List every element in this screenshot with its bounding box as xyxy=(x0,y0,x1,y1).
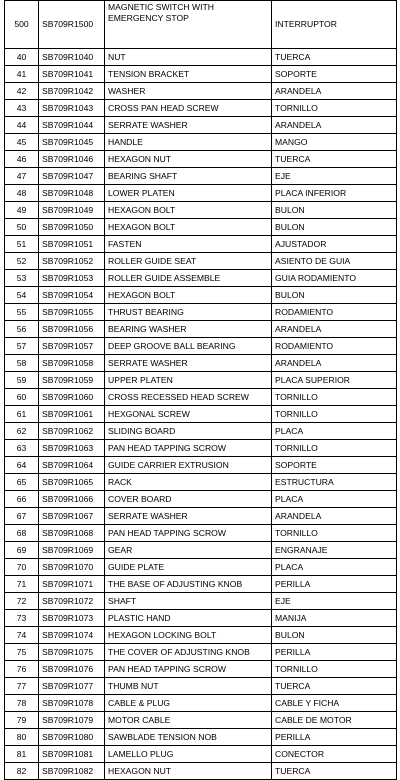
part-spanish-cell: TUERCA xyxy=(272,49,397,66)
part-spanish-cell: ESTRUCTURA xyxy=(272,474,397,491)
part-number-cell: 53 xyxy=(5,270,39,287)
part-code-cell: SB709R1068 xyxy=(39,525,105,542)
part-description-cell: GUIDE CARRIER EXTRUSION xyxy=(105,457,272,474)
part-code-cell: SB709R1056 xyxy=(39,321,105,338)
table-row xyxy=(5,83,397,100)
table-row xyxy=(5,389,397,406)
part-number-cell: 81 xyxy=(5,746,39,763)
part-number-cell: 80 xyxy=(5,729,39,746)
part-spanish-cell: PLACA SUPERIOR xyxy=(272,372,397,389)
table-row xyxy=(5,661,397,678)
part-number-cell: 62 xyxy=(5,423,39,440)
part-spanish-cell: TORNILLO xyxy=(272,661,397,678)
part-description-cell: GEAR xyxy=(105,542,272,559)
part-spanish-cell: BULON xyxy=(272,202,397,219)
table-row xyxy=(5,712,397,729)
part-description-cell: SERRATE WASHER xyxy=(105,508,272,525)
part-spanish-cell: ARANDELA xyxy=(272,321,397,338)
part-spanish-cell: RODAMIENTO xyxy=(272,304,397,321)
table-row xyxy=(5,66,397,83)
part-code-cell: SB709R1048 xyxy=(39,185,105,202)
part-number-cell: 43 xyxy=(5,100,39,117)
part-code-cell: SB709R1057 xyxy=(39,338,105,355)
part-number-cell: 75 xyxy=(5,644,39,661)
table-row xyxy=(5,593,397,610)
part-spanish-cell: PERILLA xyxy=(272,576,397,593)
part-number-cell: 74 xyxy=(5,627,39,644)
part-spanish-cell: ASIENTO DE GUIA xyxy=(272,253,397,270)
table-row xyxy=(5,423,397,440)
table-row xyxy=(5,100,397,117)
table-row xyxy=(5,185,397,202)
part-number-cell: 65 xyxy=(5,474,39,491)
part-spanish-cell: BULON xyxy=(272,219,397,236)
part-code-cell: SB709R1042 xyxy=(39,83,105,100)
table-row xyxy=(5,406,397,423)
table-row xyxy=(5,440,397,457)
part-number-cell: 63 xyxy=(5,440,39,457)
part-number-cell: 79 xyxy=(5,712,39,729)
table-row xyxy=(5,644,397,661)
table-row xyxy=(5,49,397,66)
part-description-cell: HEXGONAL SCREW xyxy=(105,406,272,423)
part-description-cell: RACK xyxy=(105,474,272,491)
part-number-cell: 47 xyxy=(5,168,39,185)
part-code-cell: SB709R1051 xyxy=(39,236,105,253)
part-description-cell: PAN HEAD TAPPING SCROW xyxy=(105,440,272,457)
part-spanish-cell: TORNILLO xyxy=(272,525,397,542)
part-description-cell: TENSION BRACKET xyxy=(105,66,272,83)
table-row xyxy=(5,678,397,695)
table-row xyxy=(5,151,397,168)
part-code-cell: SB709R1069 xyxy=(39,542,105,559)
part-number-cell: 49 xyxy=(5,202,39,219)
part-spanish-cell: PERILLA xyxy=(272,644,397,661)
part-description-cell: GUIDE PLATE xyxy=(105,559,272,576)
part-spanish-cell: EJE xyxy=(272,593,397,610)
part-number-cell: 51 xyxy=(5,236,39,253)
part-description-cell: LOWER PLATEN xyxy=(105,185,272,202)
part-code-cell: SB709R1054 xyxy=(39,287,105,304)
part-number-cell: 56 xyxy=(5,321,39,338)
table-row xyxy=(5,304,397,321)
part-description-cell: BEARING SHAFT xyxy=(105,168,272,185)
part-spanish-cell: MANGO xyxy=(272,134,397,151)
table-row xyxy=(5,508,397,525)
part-number-cell: 60 xyxy=(5,389,39,406)
part-description-cell: SERRATE WASHER xyxy=(105,117,272,134)
part-spanish-cell: SOPORTE xyxy=(272,457,397,474)
part-code-cell: SB709R1075 xyxy=(39,644,105,661)
part-code-cell: SB709R1060 xyxy=(39,389,105,406)
part-number-cell: 71 xyxy=(5,576,39,593)
part-description-cell: SLIDING BOARD xyxy=(105,423,272,440)
part-description-cell: NUT xyxy=(105,49,272,66)
part-number-cell: 78 xyxy=(5,695,39,712)
part-code-cell: SB709R1052 xyxy=(39,253,105,270)
table-row xyxy=(5,202,397,219)
part-number-cell: 59 xyxy=(5,372,39,389)
table-row xyxy=(5,559,397,576)
table-row xyxy=(5,525,397,542)
part-spanish-cell: PERILLA xyxy=(272,729,397,746)
part-spanish-cell: TUERCA xyxy=(272,678,397,695)
part-description-cell: CABLE & PLUG xyxy=(105,695,272,712)
part-code-cell: SB709R1071 xyxy=(39,576,105,593)
table-row xyxy=(5,236,397,253)
part-spanish-cell: TORNILLO xyxy=(272,389,397,406)
part-description-cell: HEXAGON LOCKING BOLT xyxy=(105,627,272,644)
part-number-cell: 82 xyxy=(5,763,39,780)
part-description-cell: DEEP GROOVE BALL BEARING xyxy=(105,338,272,355)
part-number-cell: 46 xyxy=(5,151,39,168)
part-spanish-cell: ENGRANAJE xyxy=(272,542,397,559)
part-description-cell: THE COVER OF ADJUSTING KNOB xyxy=(105,644,272,661)
part-description-cell: HEXAGON NUT xyxy=(105,151,272,168)
part-code-cell: SB709R1061 xyxy=(39,406,105,423)
part-description-cell: THUMB NUT xyxy=(105,678,272,695)
part-description-cell: PLASTIC HAND xyxy=(105,610,272,627)
table-row xyxy=(5,491,397,508)
part-spanish-cell: ARANDELA xyxy=(272,83,397,100)
part-code-cell: SB709R1065 xyxy=(39,474,105,491)
part-spanish-cell: SOPORTE xyxy=(272,66,397,83)
part-number-cell: 41 xyxy=(5,66,39,83)
part-code-cell: SB709R1077 xyxy=(39,678,105,695)
part-code-cell: SB709R1072 xyxy=(39,593,105,610)
part-spanish-cell: BULON xyxy=(272,627,397,644)
part-description-cell: BEARING WASHER xyxy=(105,321,272,338)
table-row xyxy=(5,576,397,593)
part-number-cell: 52 xyxy=(5,253,39,270)
part-description-cell: HEXAGON BOLT xyxy=(105,219,272,236)
part-description-cell: PAN HEAD TAPPING SCROW xyxy=(105,661,272,678)
part-description-cell: SERRATE WASHER xyxy=(105,355,272,372)
part-description-cell: HEXAGON BOLT xyxy=(105,202,272,219)
part-spanish-cell: INTERRUPTOR xyxy=(272,1,397,49)
part-code-cell: SB709R1040 xyxy=(39,49,105,66)
part-number-cell: 55 xyxy=(5,304,39,321)
part-number-cell: 68 xyxy=(5,525,39,542)
part-code-cell: SB709R1067 xyxy=(39,508,105,525)
part-description-cell: SHAFT xyxy=(105,593,272,610)
part-number-cell: 76 xyxy=(5,661,39,678)
part-description-cell: SAWBLADE TENSION NOB xyxy=(105,729,272,746)
part-number-cell: 69 xyxy=(5,542,39,559)
part-code-cell: SB709R1055 xyxy=(39,304,105,321)
part-number-cell: 58 xyxy=(5,355,39,372)
part-spanish-cell: PLACA xyxy=(272,491,397,508)
table-row xyxy=(5,729,397,746)
parts-table-body xyxy=(5,1,397,780)
part-spanish-cell: BULON xyxy=(272,287,397,304)
part-description-cell: THRUST BEARING xyxy=(105,304,272,321)
part-code-cell: SB709R1079 xyxy=(39,712,105,729)
part-spanish-cell: CONECTOR xyxy=(272,746,397,763)
part-code-cell: SB709R1082 xyxy=(39,763,105,780)
part-number-cell: 64 xyxy=(5,457,39,474)
table-row xyxy=(5,321,397,338)
part-number-cell: 45 xyxy=(5,134,39,151)
part-code-cell: SB709R1062 xyxy=(39,423,105,440)
part-description-cell: THE BASE OF ADJUSTING KNOB xyxy=(105,576,272,593)
table-row xyxy=(5,763,397,780)
part-spanish-cell: PLACA xyxy=(272,423,397,440)
part-code-cell: SB709R1058 xyxy=(39,355,105,372)
table-row xyxy=(5,746,397,763)
part-number-cell: 54 xyxy=(5,287,39,304)
part-description-cell: WASHER xyxy=(105,83,272,100)
part-description-cell: FASTEN xyxy=(105,236,272,253)
part-spanish-cell: TUERCA xyxy=(272,151,397,168)
table-row xyxy=(5,134,397,151)
part-number-cell: 67 xyxy=(5,508,39,525)
table-row xyxy=(5,695,397,712)
part-spanish-cell: PLACA INFERIOR xyxy=(272,185,397,202)
part-description-cell: HEXAGON BOLT xyxy=(105,287,272,304)
part-code-cell: SB709R1064 xyxy=(39,457,105,474)
table-row xyxy=(5,372,397,389)
part-spanish-cell: AJUSTADOR xyxy=(272,236,397,253)
part-description-cell: LAMELLO PLUG xyxy=(105,746,272,763)
part-code-cell: SB709R1049 xyxy=(39,202,105,219)
part-number-cell: 66 xyxy=(5,491,39,508)
part-number-cell: 44 xyxy=(5,117,39,134)
part-spanish-cell: TUERCA xyxy=(272,763,397,780)
part-code-cell: SB709R1050 xyxy=(39,219,105,236)
table-row xyxy=(5,474,397,491)
part-spanish-cell: TORNILLO xyxy=(272,100,397,117)
table-row xyxy=(5,287,397,304)
part-code-cell: SB709R1500 xyxy=(39,1,105,49)
table-row xyxy=(5,627,397,644)
part-code-cell: SB709R1074 xyxy=(39,627,105,644)
table-row xyxy=(5,355,397,372)
part-code-cell: SB709R1043 xyxy=(39,100,105,117)
table-row xyxy=(5,168,397,185)
part-spanish-cell: TORNILLO xyxy=(272,406,397,423)
part-spanish-cell: EJE xyxy=(272,168,397,185)
part-code-cell: SB709R1041 xyxy=(39,66,105,83)
part-description-cell: MAGNETIC SWITCH WITH EMERGENCY STOP xyxy=(105,1,272,49)
part-code-cell: SB709R1076 xyxy=(39,661,105,678)
part-number-cell: 42 xyxy=(5,83,39,100)
part-code-cell: SB709R1070 xyxy=(39,559,105,576)
part-number-cell: 77 xyxy=(5,678,39,695)
part-code-cell: SB709R1063 xyxy=(39,440,105,457)
table-row xyxy=(5,117,397,134)
part-description-cell: ROLLER GUIDE SEAT xyxy=(105,253,272,270)
part-description-cell: UPPER PLATEN xyxy=(105,372,272,389)
part-description-cell: CROSS PAN HEAD SCREW xyxy=(105,100,272,117)
part-code-cell: SB709R1059 xyxy=(39,372,105,389)
table-row xyxy=(5,338,397,355)
part-code-cell: SB709R1046 xyxy=(39,151,105,168)
part-code-cell: SB709R1045 xyxy=(39,134,105,151)
part-description-cell: CROSS RECESSED HEAD SCREW xyxy=(105,389,272,406)
part-code-cell: SB709R1053 xyxy=(39,270,105,287)
part-spanish-cell: ARANDELA xyxy=(272,508,397,525)
part-description-cell: ROLLER GUIDE ASSEMBLE xyxy=(105,270,272,287)
part-code-cell: SB709R1066 xyxy=(39,491,105,508)
part-spanish-cell: CABLE DE MOTOR xyxy=(272,712,397,729)
part-number-cell: 50 xyxy=(5,219,39,236)
parts-table xyxy=(4,0,397,780)
part-spanish-cell: RODAMIENTO xyxy=(272,338,397,355)
part-code-cell: SB709R1044 xyxy=(39,117,105,134)
part-code-cell: SB709R1081 xyxy=(39,746,105,763)
table-row xyxy=(5,270,397,287)
part-number-cell: 40 xyxy=(5,49,39,66)
part-spanish-cell: ARANDELA xyxy=(272,355,397,372)
part-code-cell: SB709R1078 xyxy=(39,695,105,712)
table-row xyxy=(5,253,397,270)
table-row xyxy=(5,457,397,474)
part-spanish-cell: TORNILLO xyxy=(272,440,397,457)
part-spanish-cell: GUIA RODAMIENTO xyxy=(272,270,397,287)
table-row xyxy=(5,219,397,236)
part-number-cell: 73 xyxy=(5,610,39,627)
part-spanish-cell: PLACA xyxy=(272,559,397,576)
part-code-cell: SB709R1047 xyxy=(39,168,105,185)
table-row xyxy=(5,610,397,627)
part-spanish-cell: ARANDELA xyxy=(272,117,397,134)
part-description-cell: COVER BOARD xyxy=(105,491,272,508)
part-spanish-cell: MANIJA xyxy=(272,610,397,627)
part-description-cell: PAN HEAD TAPPING SCROW xyxy=(105,525,272,542)
part-description-cell: HEXAGON NUT xyxy=(105,763,272,780)
part-number-cell: 500 xyxy=(5,1,39,49)
part-code-cell: SB709R1073 xyxy=(39,610,105,627)
part-spanish-cell: CABLE Y FICHA xyxy=(272,695,397,712)
part-code-cell: SB709R1080 xyxy=(39,729,105,746)
part-number-cell: 70 xyxy=(5,559,39,576)
part-number-cell: 57 xyxy=(5,338,39,355)
table-row xyxy=(5,542,397,559)
part-description-cell: HANDLE xyxy=(105,134,272,151)
part-number-cell: 48 xyxy=(5,185,39,202)
part-description-cell: MOTOR CABLE xyxy=(105,712,272,729)
table-row xyxy=(5,1,397,49)
part-number-cell: 61 xyxy=(5,406,39,423)
part-number-cell: 72 xyxy=(5,593,39,610)
